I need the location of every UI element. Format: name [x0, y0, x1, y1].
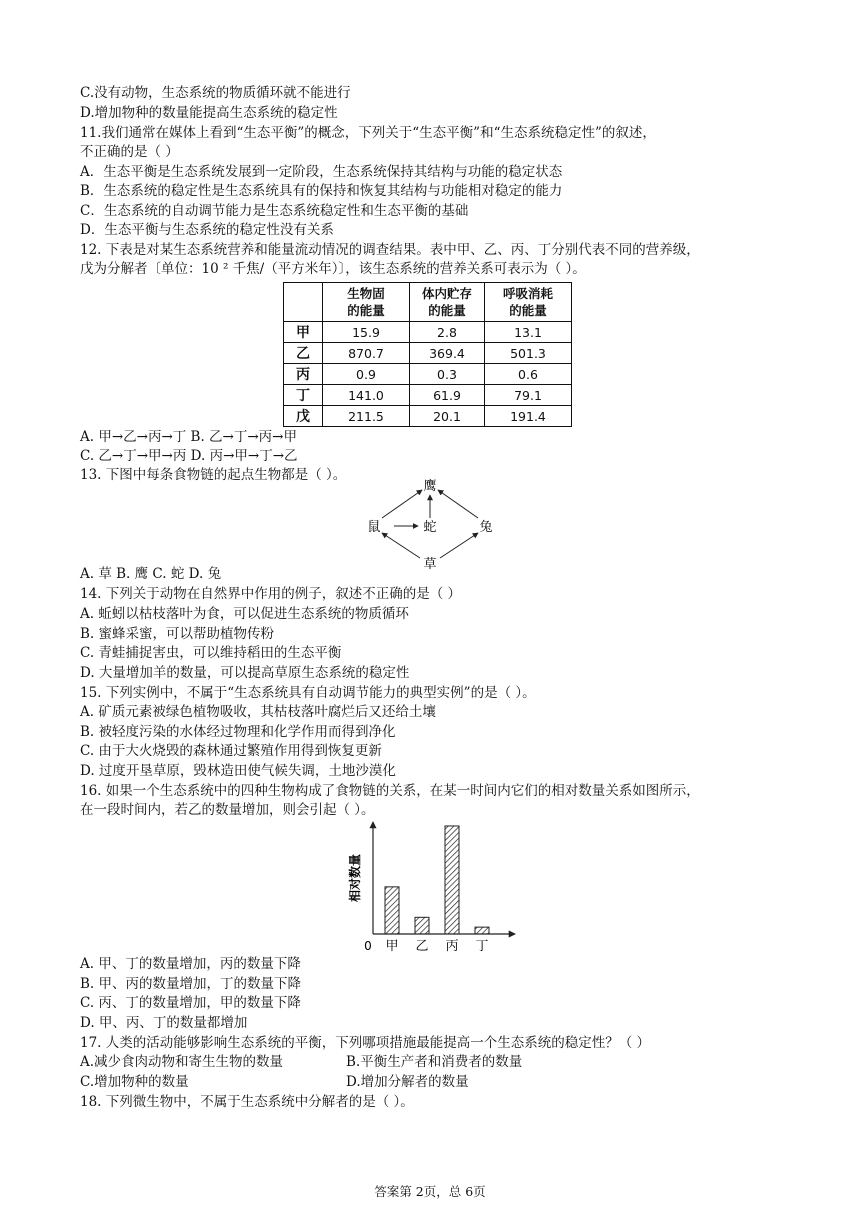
table-row: 丙 0.9 0.3 0.6 [284, 364, 572, 385]
node-grass: 草 [423, 557, 437, 570]
table-header-text: 的能量 [347, 303, 385, 318]
x-tick-label: 丙 [445, 939, 459, 954]
x-tick-label: 甲 [385, 939, 399, 954]
question-17-option-b: B.平衡生产者和消费者的数量 [346, 1054, 523, 1070]
arrow-mouse-to-hawk [382, 490, 422, 518]
bar-1 [415, 917, 429, 934]
option-line: C.没有动物，生态系统的物质循环就不能进行 [80, 85, 351, 101]
question-11-stem-cont: 不正确的是（ ） [80, 144, 179, 160]
table-header-text: 的能量 [428, 303, 466, 318]
y-axis-label: 相对数量 [348, 853, 362, 903]
table-header-corner [284, 283, 323, 322]
table-header-text: 的能量 [509, 303, 547, 318]
question-11-option-a: A．生态平衡是生态系统发展到一定阶段，生态系统保持其结构与功能的稳定状态 [80, 164, 563, 180]
x-tick-label: 乙 [415, 939, 429, 954]
food-web-diagram [360, 478, 500, 570]
question-12-options-ab: A. 甲→乙→丙→丁 B. 乙→丁→丙→甲 [80, 429, 297, 445]
question-12-options-cd: C. 乙→丁→甲→丙 D. 丙→甲→丁→乙 [80, 448, 298, 464]
question-11-option-d: D．生态平衡与生态系统的稳定性没有关系 [80, 222, 334, 238]
question-15-stem: 15. 下列实例中，不属于“生态系统具有自动调节能力的典型实例”的是（ ）。 [80, 685, 536, 701]
table-row: 乙 870.7 369.4 501.3 [284, 343, 572, 364]
question-14-stem: 14. 下列关于动物在自然界中作用的例子，叙述不正确的是（ ） [80, 586, 462, 602]
table-row: 甲 15.9 2.8 13.1 [284, 322, 572, 343]
node-snake: 蛇 [423, 520, 437, 535]
question-17-option-c: C.增加物种的数量 [80, 1074, 189, 1090]
node-mouse: 鼠 [367, 520, 381, 535]
question-16-stem-cont: 在一段时间内，若乙的数量增加，则会引起（ ）。 [80, 802, 375, 818]
table-row: 戊 211.5 20.1 191.4 [284, 406, 572, 427]
arrow-rabbit-to-hawk [438, 490, 478, 518]
question-18-stem: 18. 下列微生物中，不属于生态系统中分解者的是（ ）。 [80, 1094, 414, 1110]
question-14-option-d: D. 大量增加羊的数量，可以提高草原生态系统的稳定性 [80, 665, 410, 681]
node-hawk: 鹰 [423, 479, 437, 494]
question-11-stem: 11.我们通常在媒体上看到“生态平衡”的概念，下列关于“生态平衡”和“生态系统稳定性”的叙述， [80, 125, 656, 141]
page-footer: 答案第 2页，总 6页 [374, 1184, 486, 1199]
bar-0 [385, 887, 399, 934]
question-14-option-a: A. 蚯蚓以枯枝落叶为食，可以促进生态系统的物质循环 [80, 606, 409, 622]
table-header-text: 生物固 [347, 286, 385, 301]
x-tick-label: 丁 [475, 939, 489, 954]
energy-table [283, 282, 572, 427]
option-line: D.增加物种的数量能提高生态系统的稳定性 [80, 105, 338, 121]
arrow-grass-to-mouse [382, 533, 420, 558]
question-16-option-b: B. 甲、丙的数量增加，丁的数量下降 [80, 976, 302, 992]
question-12-stem-cont: 戊为分解者〔单位：10 ² 千焦/（平方米年）〕，该生态系统的营养关系可表示为（ ）。 [80, 261, 586, 277]
question-11-option-c: C．生态系统的自动调节能力是生态系统稳定性和生态平衡的基础 [80, 203, 469, 219]
table-header-fixed-energy [323, 283, 410, 322]
question-14-option-c: C. 青蛙捕捉害虫，可以维持稻田的生态平衡 [80, 645, 342, 661]
question-16-option-c: C. 丙、丁的数量增加，甲的数量下降 [80, 995, 301, 1011]
question-15-option-b: B. 被轻度污染的水体经过物理和化学作用而得到净化 [80, 724, 396, 740]
table-header-text: 呼吸消耗 [502, 286, 553, 301]
question-15-option-a: A. 矿质元素被绿色植物吸收，其枯枝落叶腐烂后又还给土壤 [80, 704, 436, 720]
table-row: 丁 141.0 61.9 79.1 [284, 385, 572, 406]
arrow-grass-to-rabbit [440, 533, 478, 558]
table-header-text: 体内贮存 [421, 286, 472, 301]
bar-3 [475, 927, 489, 934]
node-rabbit: 兔 [479, 520, 493, 535]
question-16-option-d: D. 甲、丙、丁的数量都增加 [80, 1015, 248, 1031]
bar-2 [445, 826, 459, 934]
table-header-respiration-energy [485, 283, 572, 322]
question-17-stem: 17. 人类的活动能够影响生态系统的平衡，下列哪项措施最能提高一个生态系统的稳定性？（ ） [80, 1035, 651, 1051]
table-header-stored-energy [410, 283, 485, 322]
question-16-stem: 16. 如果一个生态系统中的四种生物构成了食物链的关系，在某一时间内它们的相对数量关系如图所示， [80, 783, 700, 799]
question-15-option-c: C. 由于大火烧毁的森林通过繁殖作用得到恢复更新 [80, 743, 382, 759]
question-13-stem: 13. 下图中每条食物链的起点生物都是（ ）。 [80, 467, 347, 483]
question-13-options: A. 草 B. 鹰 C. 蛇 D. 兔 [80, 566, 222, 582]
question-14-option-b: B. 蜜蜂采蜜，可以帮助植物传粉 [80, 626, 275, 642]
question-15-option-d: D. 过度开垦草原，毁林造田使气候失调，土地沙漠化 [80, 763, 396, 779]
relative-quantity-bar-chart [335, 820, 525, 955]
question-17-option-a: A.减少食肉动物和寄生生物的数量 [80, 1054, 284, 1070]
question-17-option-d: D.增加分解者的数量 [346, 1074, 469, 1090]
question-16-option-a: A. 甲、丁的数量增加，丙的数量下降 [80, 956, 301, 972]
question-12-stem: 12. 下表是对某生态系统营养和能量流动情况的调查结果。表中甲、乙、丙、丁分别代表不同的营养级， [80, 242, 700, 258]
question-11-option-b: B．生态系统的稳定性是生态系统具有的保持和恢复其结构与功能相对稳定的能力 [80, 183, 563, 199]
origin-label: 0 [364, 939, 372, 953]
